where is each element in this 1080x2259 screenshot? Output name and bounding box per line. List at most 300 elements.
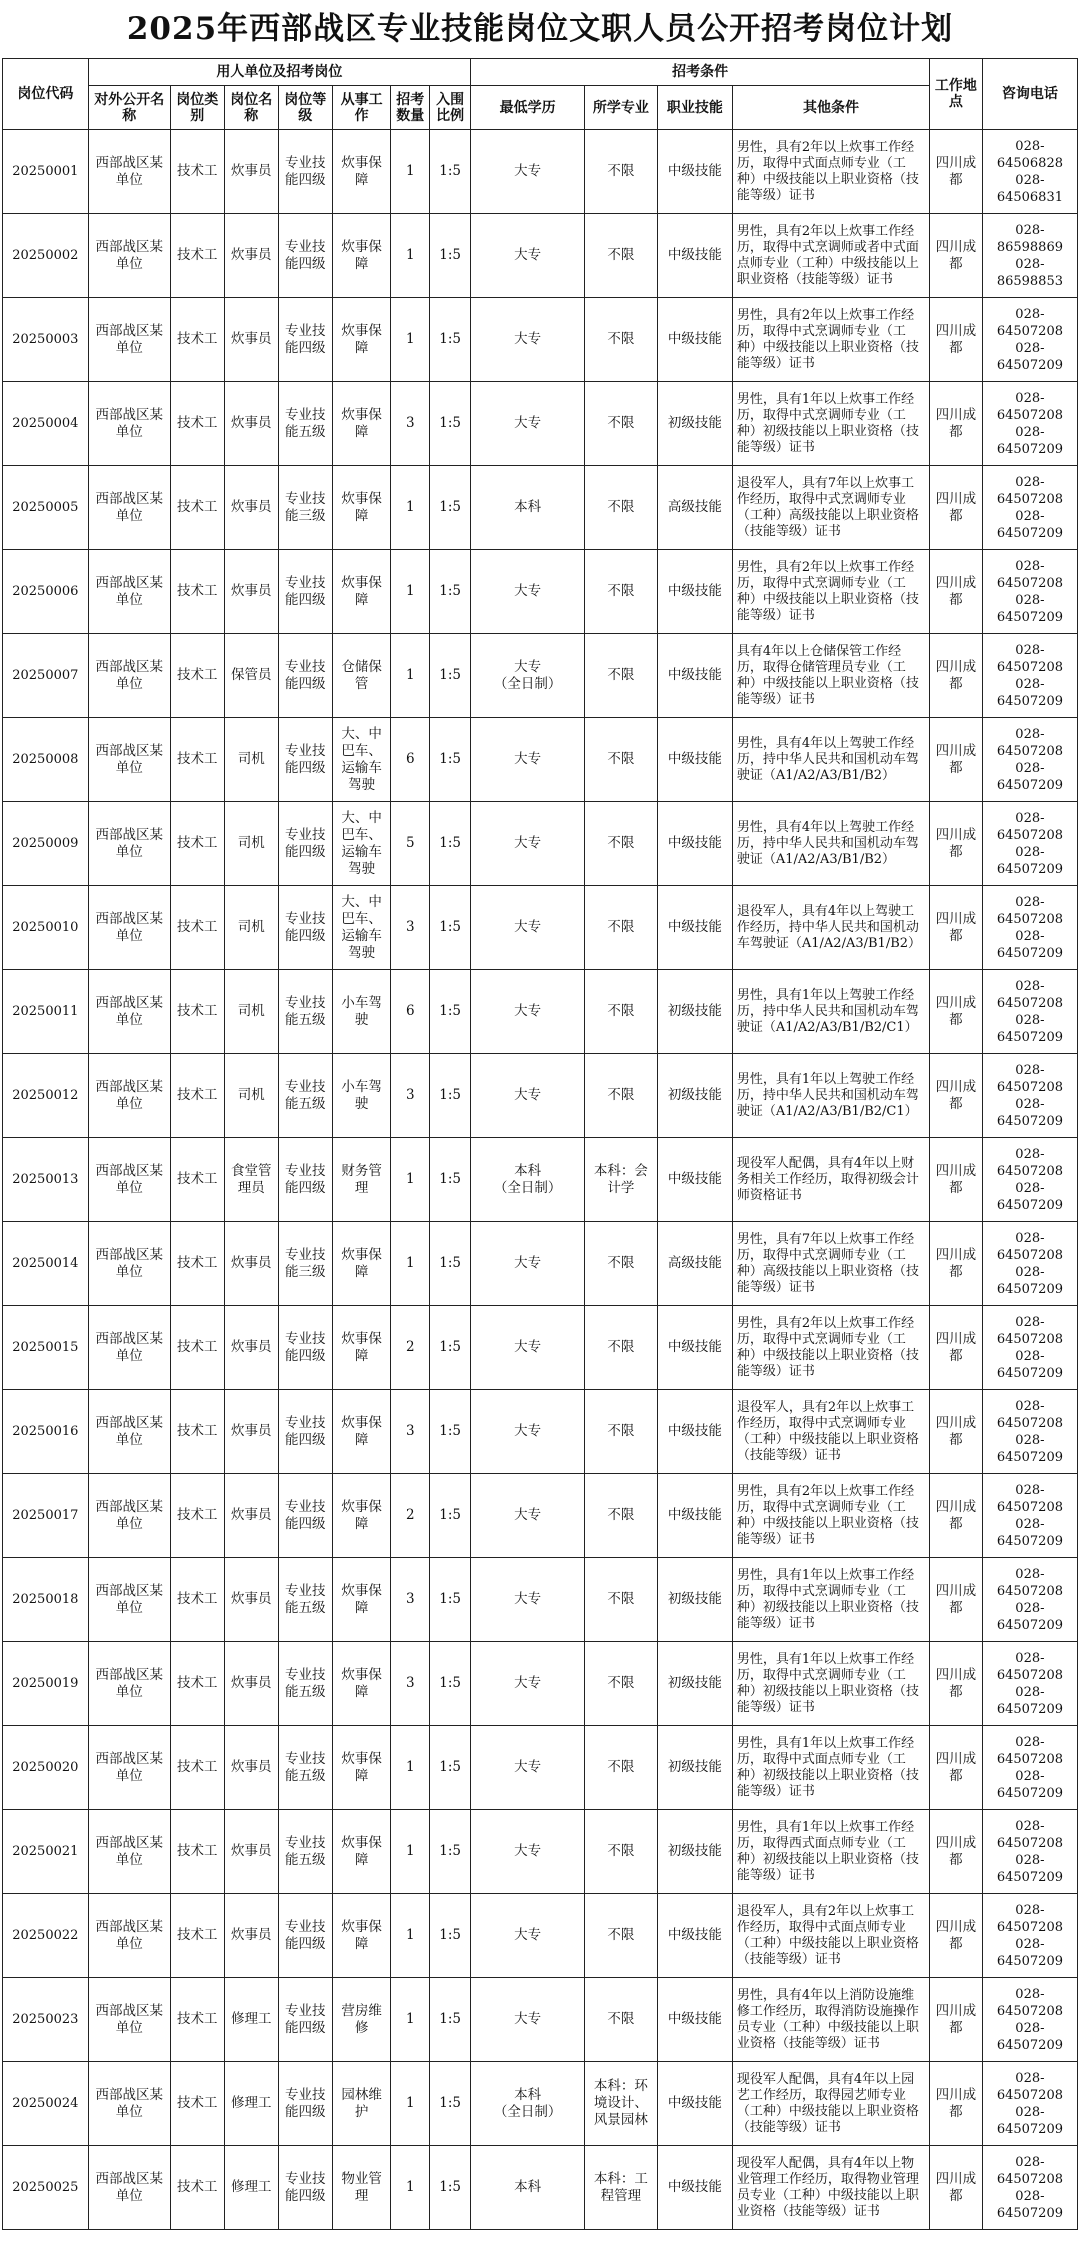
cell-code: 20250013 (3, 1138, 89, 1222)
cell-category: 技术工 (170, 2062, 224, 2146)
cell-category: 技术工 (170, 634, 224, 718)
cell-level: 专业技能四级 (278, 1138, 332, 1222)
cell-name: 炊事员 (224, 1726, 278, 1810)
cell-education: 大专 (471, 1894, 585, 1978)
table-row (3, 634, 1078, 718)
cell-count: 6 (391, 718, 430, 802)
table-row (3, 1138, 1078, 1222)
cell-education: 大专 (471, 1474, 585, 1558)
cell-count: 1 (391, 1138, 430, 1222)
cell-name: 修理工 (224, 2062, 278, 2146)
cell-name: 食堂管理员 (224, 1138, 278, 1222)
cell-skill: 中级技能 (657, 718, 732, 802)
cell-phone: 028-64507208 028-64507209 (982, 1642, 1077, 1726)
cell-count: 1 (391, 298, 430, 382)
cell-major: 不限 (585, 382, 658, 466)
cell-phone: 028-86598869 028-86598853 (982, 214, 1077, 298)
page-title: 2025年西部战区专业技能岗位文职人员公开招考岗位计划 (126, 11, 954, 47)
cell-phone: 028-64507208 028-64507209 (982, 2062, 1077, 2146)
table-row (3, 1390, 1078, 1474)
cell-name: 司机 (224, 1054, 278, 1138)
cell-skill: 初级技能 (657, 1054, 732, 1138)
cell-skill: 中级技能 (657, 1138, 732, 1222)
cell-name: 司机 (224, 802, 278, 886)
cell-other: 男性，具有2年以上炊事工作经历，取得中式烹调师专业（工种）中级技能以上职业资格（技能等级）证书 (732, 550, 929, 634)
cell-other: 退役军人，具有2年以上炊事工作经历，取得中式烹调师专业（工种）中级技能以上职业资格（技能等级）证书 (732, 1390, 929, 1474)
cell-code: 20250022 (3, 1894, 89, 1978)
cell-code: 20250009 (3, 802, 89, 886)
cell-count: 1 (391, 634, 430, 718)
cell-work: 炊事保障 (332, 550, 391, 634)
cell-phone: 028-64507208 028-64507209 (982, 1474, 1077, 1558)
cell-level: 专业技能四级 (278, 1390, 332, 1474)
cell-unit: 西部战区某单位 (88, 1138, 170, 1222)
cell-work: 炊事保障 (332, 1390, 391, 1474)
table-row (3, 2146, 1078, 2230)
cell-category: 技术工 (170, 382, 224, 466)
cell-education: 大专 (471, 130, 585, 214)
cell-location: 四川成都 (930, 1474, 983, 1558)
cell-code: 20250020 (3, 1726, 89, 1810)
cell-education: 大专 (471, 1306, 585, 1390)
cell-level: 专业技能五级 (278, 1642, 332, 1726)
cell-education: 大专 (471, 802, 585, 886)
cell-location: 四川成都 (930, 970, 983, 1054)
cell-major: 不限 (585, 634, 658, 718)
cell-phone: 028-64507208 028-64507209 (982, 886, 1077, 970)
cell-unit: 西部战区某单位 (88, 214, 170, 298)
cell-phone: 028-64507208 028-64507209 (982, 1306, 1077, 1390)
cell-major: 本科：工程管理 (585, 2146, 658, 2230)
cell-code: 20250021 (3, 1810, 89, 1894)
cell-name: 炊事员 (224, 382, 278, 466)
cell-name: 炊事员 (224, 1558, 278, 1642)
cell-level: 专业技能三级 (278, 1222, 332, 1306)
cell-code: 20250018 (3, 1558, 89, 1642)
cell-skill: 初级技能 (657, 1642, 732, 1726)
cell-major: 不限 (585, 1978, 658, 2062)
cell-code: 20250012 (3, 1054, 89, 1138)
cell-unit: 西部战区某单位 (88, 802, 170, 886)
recruitment-table (2, 58, 1078, 2230)
cell-major: 不限 (585, 1054, 658, 1138)
cell-education: 本科 （全日制） (471, 2062, 585, 2146)
table-row (3, 1810, 1078, 1894)
cell-location: 四川成都 (930, 1642, 983, 1726)
table-body (3, 130, 1078, 2230)
cell-phone: 028-64507208 028-64507209 (982, 634, 1077, 718)
cell-count: 3 (391, 886, 430, 970)
cell-major: 不限 (585, 802, 658, 886)
cell-code: 20250006 (3, 550, 89, 634)
table-row (3, 298, 1078, 382)
cell-education: 大专 (471, 1390, 585, 1474)
cell-phone: 028-64507208 028-64507209 (982, 1726, 1077, 1810)
cell-count: 6 (391, 970, 430, 1054)
cell-education: 大专 (471, 550, 585, 634)
cell-education: 大专 (471, 718, 585, 802)
cell-count: 1 (391, 2146, 430, 2230)
cell-major: 不限 (585, 1726, 658, 1810)
cell-name: 炊事员 (224, 1474, 278, 1558)
cell-major: 不限 (585, 1894, 658, 1978)
cell-major: 不限 (585, 1306, 658, 1390)
table-row (3, 2062, 1078, 2146)
header-major: 所学专业 (585, 86, 658, 130)
table-row (3, 466, 1078, 550)
cell-name: 炊事员 (224, 1894, 278, 1978)
cell-major: 不限 (585, 1390, 658, 1474)
cell-code: 20250008 (3, 718, 89, 802)
cell-education: 大专 (471, 970, 585, 1054)
cell-location: 四川成都 (930, 2146, 983, 2230)
cell-ratio: 1:5 (430, 718, 471, 802)
cell-level: 专业技能五级 (278, 382, 332, 466)
cell-unit: 西部战区某单位 (88, 130, 170, 214)
cell-other: 现役军人配偶，具有4年以上物业管理工作经历，取得物业管理员专业（工种）中级技能以上职业资格（技能等级）证书 (732, 2146, 929, 2230)
cell-code: 20250023 (3, 1978, 89, 2062)
header-education: 最低学历 (471, 86, 585, 130)
cell-major: 不限 (585, 130, 658, 214)
cell-ratio: 1:5 (430, 1726, 471, 1810)
cell-ratio: 1:5 (430, 1978, 471, 2062)
cell-work: 大、中巴车、运输车驾驶 (332, 718, 391, 802)
cell-ratio: 1:5 (430, 2062, 471, 2146)
cell-ratio: 1:5 (430, 802, 471, 886)
cell-other: 男性，具有1年以上炊事工作经历，取得中式烹调师专业（工种）初级技能以上职业资格（技能等级）证书 (732, 382, 929, 466)
cell-location: 四川成都 (930, 802, 983, 886)
cell-level: 专业技能五级 (278, 1726, 332, 1810)
cell-name: 修理工 (224, 2146, 278, 2230)
cell-other: 男性，具有1年以上炊事工作经历，取得中式面点师专业（工种）初级技能以上职业资格（技能等级）证书 (732, 1726, 929, 1810)
cell-ratio: 1:5 (430, 466, 471, 550)
cell-other: 退役军人，具有7年以上炊事工作经历，取得中式烹调师专业（工种）高级技能以上职业资格（技能等级）证书 (732, 466, 929, 550)
cell-name: 炊事员 (224, 1222, 278, 1306)
cell-phone: 028-64507208 028-64507209 (982, 1222, 1077, 1306)
cell-unit: 西部战区某单位 (88, 382, 170, 466)
cell-level: 专业技能四级 (278, 550, 332, 634)
cell-category: 技术工 (170, 1894, 224, 1978)
cell-category: 技术工 (170, 1390, 224, 1474)
cell-other: 退役军人，具有2年以上炊事工作经历，取得中式面点师专业（工种）中级技能以上职业资格（技能等级）证书 (732, 1894, 929, 1978)
cell-ratio: 1:5 (430, 550, 471, 634)
cell-unit: 西部战区某单位 (88, 1222, 170, 1306)
cell-work: 物业管理 (332, 2146, 391, 2230)
cell-major: 不限 (585, 1558, 658, 1642)
cell-category: 技术工 (170, 718, 224, 802)
header-unit: 对外公开名 称 (88, 86, 170, 130)
cell-skill: 初级技能 (657, 1558, 732, 1642)
cell-major: 不限 (585, 1642, 658, 1726)
cell-unit: 西部战区某单位 (88, 1726, 170, 1810)
cell-work: 炊事保障 (332, 1810, 391, 1894)
cell-skill: 初级技能 (657, 1810, 732, 1894)
cell-education: 大专 (471, 214, 585, 298)
header-work: 从事工作 (332, 86, 391, 130)
cell-level: 专业技能四级 (278, 1978, 332, 2062)
cell-count: 1 (391, 550, 430, 634)
cell-count: 1 (391, 1726, 430, 1810)
cell-ratio: 1:5 (430, 1810, 471, 1894)
cell-phone: 028-64507208 028-64507209 (982, 1978, 1077, 2062)
cell-phone: 028-64507208 028-64507209 (982, 1390, 1077, 1474)
cell-major: 不限 (585, 466, 658, 550)
cell-skill: 中级技能 (657, 1390, 732, 1474)
cell-location: 四川成都 (930, 1054, 983, 1138)
cell-level: 专业技能四级 (278, 2062, 332, 2146)
cell-phone: 028-64507208 028-64507209 (982, 298, 1077, 382)
cell-phone: 028-64507208 028-64507209 (982, 1138, 1077, 1222)
cell-skill: 中级技能 (657, 1894, 732, 1978)
cell-education: 大专 (471, 1726, 585, 1810)
cell-skill: 中级技能 (657, 130, 732, 214)
cell-other: 男性，具有1年以上驾驶工作经历，持中华人民共和国机动车驾驶证（A1/A2/A3/B1/B2/C1） (732, 970, 929, 1054)
cell-skill: 中级技能 (657, 214, 732, 298)
cell-location: 四川成都 (930, 886, 983, 970)
cell-unit: 西部战区某单位 (88, 298, 170, 382)
cell-education: 本科 (471, 2146, 585, 2230)
cell-location: 四川成都 (930, 1726, 983, 1810)
cell-category: 技术工 (170, 466, 224, 550)
cell-count: 1 (391, 1222, 430, 1306)
cell-other: 现役军人配偶，具有4年以上财务相关工作经历，取得初级会计师资格证书 (732, 1138, 929, 1222)
table-row (3, 802, 1078, 886)
cell-code: 20250014 (3, 1222, 89, 1306)
cell-phone: 028-64507208 028-64507209 (982, 550, 1077, 634)
cell-count: 3 (391, 1642, 430, 1726)
table-row (3, 382, 1078, 466)
cell-unit: 西部战区某单位 (88, 1474, 170, 1558)
cell-location: 四川成都 (930, 1390, 983, 1474)
cell-category: 技术工 (170, 1222, 224, 1306)
cell-unit: 西部战区某单位 (88, 970, 170, 1054)
cell-code: 20250004 (3, 382, 89, 466)
cell-location: 四川成都 (930, 466, 983, 550)
header-cond-group: 招考条件 (471, 59, 930, 86)
cell-phone: 028-64507208 028-64507209 (982, 802, 1077, 886)
cell-other: 男性，具有1年以上驾驶工作经历，持中华人民共和国机动车驾驶证（A1/A2/A3/B1/B2/C1） (732, 1054, 929, 1138)
cell-level: 专业技能四级 (278, 130, 332, 214)
cell-work: 炊事保障 (332, 1222, 391, 1306)
cell-ratio: 1:5 (430, 1894, 471, 1978)
cell-work: 炊事保障 (332, 1894, 391, 1978)
cell-other: 男性，具有1年以上炊事工作经历，取得中式烹调师专业（工种）初级技能以上职业资格（技能等级）证书 (732, 1642, 929, 1726)
cell-code: 20250010 (3, 886, 89, 970)
cell-other: 退役军人，具有4年以上驾驶工作经历，持中华人民共和国机动车驾驶证（A1/A2/A3/B1/B2） (732, 886, 929, 970)
cell-work: 大、中巴车、运输车驾驶 (332, 886, 391, 970)
cell-other: 男性，具有4年以上驾驶工作经历，持中华人民共和国机动车驾驶证（A1/A2/A3/B1/B2） (732, 718, 929, 802)
cell-ratio: 1:5 (430, 1138, 471, 1222)
cell-education: 大专 (471, 886, 585, 970)
table-row (3, 1222, 1078, 1306)
cell-count: 1 (391, 2062, 430, 2146)
cell-category: 技术工 (170, 1978, 224, 2062)
cell-work: 园林维护 (332, 2062, 391, 2146)
cell-ratio: 1:5 (430, 1390, 471, 1474)
cell-work: 炊事保障 (332, 298, 391, 382)
cell-count: 1 (391, 1978, 430, 2062)
cell-education: 大专 (471, 1558, 585, 1642)
cell-code: 20250007 (3, 634, 89, 718)
cell-unit: 西部战区某单位 (88, 1978, 170, 2062)
table-row (3, 1726, 1078, 1810)
cell-ratio: 1:5 (430, 1642, 471, 1726)
cell-category: 技术工 (170, 1558, 224, 1642)
cell-level: 专业技能四级 (278, 718, 332, 802)
cell-other: 男性，具有4年以上消防设施维修工作经历，取得消防设施操作员专业（工种）中级技能以上职业资格（技能等级）证书 (732, 1978, 929, 2062)
table-row (3, 550, 1078, 634)
cell-major: 不限 (585, 214, 658, 298)
cell-name: 炊事员 (224, 130, 278, 214)
cell-major: 不限 (585, 1474, 658, 1558)
cell-category: 技术工 (170, 1306, 224, 1390)
cell-count: 3 (391, 382, 430, 466)
cell-unit: 西部战区某单位 (88, 2146, 170, 2230)
cell-skill: 高级技能 (657, 466, 732, 550)
header-unit-group: 用人单位及招考岗位 (88, 59, 471, 86)
cell-skill: 中级技能 (657, 298, 732, 382)
cell-unit: 西部战区某单位 (88, 550, 170, 634)
cell-major: 不限 (585, 298, 658, 382)
cell-location: 四川成都 (930, 550, 983, 634)
header-count: 招考数量 (391, 86, 430, 130)
table-row (3, 130, 1078, 214)
cell-phone: 028-64507208 028-64507209 (982, 970, 1077, 1054)
cell-name: 炊事员 (224, 298, 278, 382)
cell-category: 技术工 (170, 802, 224, 886)
cell-phone: 028-64506828 028-64506831 (982, 130, 1077, 214)
cell-count: 1 (391, 1894, 430, 1978)
header-name: 岗位名称 (224, 86, 278, 130)
cell-education: 大专 (471, 1054, 585, 1138)
cell-category: 技术工 (170, 970, 224, 1054)
cell-count: 1 (391, 1810, 430, 1894)
cell-work: 小车驾驶 (332, 970, 391, 1054)
cell-work: 小车驾驶 (332, 1054, 391, 1138)
cell-phone: 028-64507208 028-64507209 (982, 466, 1077, 550)
cell-level: 专业技能四级 (278, 1306, 332, 1390)
cell-other: 现役军人配偶，具有4年以上园艺工作经历，取得园艺师专业（工种）中级技能以上职业资格（技能等级）证书 (732, 2062, 929, 2146)
header-phone: 咨询电话 (982, 59, 1077, 130)
cell-location: 四川成都 (930, 1894, 983, 1978)
cell-phone: 028-64507208 028-64507209 (982, 1558, 1077, 1642)
cell-work: 炊事保障 (332, 214, 391, 298)
cell-other: 具有4年以上仓储保管工作经历，取得仓储管理员专业（工种）中级技能以上职业资格（技能等级）证书 (732, 634, 929, 718)
cell-unit: 西部战区某单位 (88, 2062, 170, 2146)
cell-major: 本科：环境设计、风景园林 (585, 2062, 658, 2146)
table-row (3, 1306, 1078, 1390)
cell-ratio: 1:5 (430, 1306, 471, 1390)
cell-count: 2 (391, 1474, 430, 1558)
cell-other: 男性，具有2年以上炊事工作经历，取得中式面点师专业（工种）中级技能以上职业资格（技能等级）证书 (732, 130, 929, 214)
cell-unit: 西部战区某单位 (88, 634, 170, 718)
cell-other: 男性，具有2年以上炊事工作经历，取得中式烹调师专业（工种）中级技能以上职业资格（技能等级）证书 (732, 1474, 929, 1558)
cell-category: 技术工 (170, 1054, 224, 1138)
cell-level: 专业技能四级 (278, 1894, 332, 1978)
cell-location: 四川成都 (930, 298, 983, 382)
cell-count: 3 (391, 1390, 430, 1474)
cell-level: 专业技能五级 (278, 1558, 332, 1642)
cell-unit: 西部战区某单位 (88, 886, 170, 970)
cell-major: 不限 (585, 550, 658, 634)
cell-ratio: 1:5 (430, 298, 471, 382)
cell-other: 男性，具有1年以上炊事工作经历，取得中式烹调师专业（工种）初级技能以上职业资格（技能等级）证书 (732, 1558, 929, 1642)
cell-level: 专业技能四级 (278, 214, 332, 298)
cell-ratio: 1:5 (430, 1558, 471, 1642)
table-row (3, 1978, 1078, 2062)
cell-ratio: 1:5 (430, 214, 471, 298)
cell-category: 技术工 (170, 1138, 224, 1222)
cell-other: 男性，具有2年以上炊事工作经历，取得中式烹调师或者中式面点师专业（工种）中级技能以上职业资格（技能等级）证书 (732, 214, 929, 298)
cell-category: 技术工 (170, 2146, 224, 2230)
cell-level: 专业技能五级 (278, 1810, 332, 1894)
cell-location: 四川成都 (930, 214, 983, 298)
cell-level: 专业技能三级 (278, 466, 332, 550)
cell-other: 男性，具有4年以上驾驶工作经历，持中华人民共和国机动车驾驶证（A1/A2/A3/B1/B2） (732, 802, 929, 886)
cell-count: 1 (391, 130, 430, 214)
cell-code: 20250005 (3, 466, 89, 550)
cell-level: 专业技能四级 (278, 634, 332, 718)
cell-name: 炊事员 (224, 1642, 278, 1726)
cell-other: 男性，具有1年以上炊事工作经历，取得西式面点师专业（工种）初级技能以上职业资格（技能等级）证书 (732, 1810, 929, 1894)
cell-unit: 西部战区某单位 (88, 1810, 170, 1894)
cell-name: 炊事员 (224, 466, 278, 550)
cell-name: 司机 (224, 970, 278, 1054)
table-row (3, 214, 1078, 298)
cell-ratio: 1:5 (430, 130, 471, 214)
cell-code: 20250015 (3, 1306, 89, 1390)
cell-category: 技术工 (170, 214, 224, 298)
cell-major: 不限 (585, 886, 658, 970)
cell-other: 男性，具有7年以上炊事工作经历，取得中式烹调师专业（工种）高级技能以上职业资格（技能等级）证书 (732, 1222, 929, 1306)
cell-ratio: 1:5 (430, 1474, 471, 1558)
cell-name: 保管员 (224, 634, 278, 718)
cell-unit: 西部战区某单位 (88, 466, 170, 550)
cell-work: 炊事保障 (332, 1306, 391, 1390)
cell-location: 四川成都 (930, 1558, 983, 1642)
cell-education: 大专 （全日制） (471, 634, 585, 718)
cell-category: 技术工 (170, 1726, 224, 1810)
cell-skill: 中级技能 (657, 634, 732, 718)
cell-name: 炊事员 (224, 1306, 278, 1390)
cell-ratio: 1:5 (430, 634, 471, 718)
cell-skill: 中级技能 (657, 802, 732, 886)
cell-skill: 中级技能 (657, 2146, 732, 2230)
cell-name: 炊事员 (224, 1390, 278, 1474)
header-ratio: 入围比例 (430, 86, 471, 130)
table-row (3, 1894, 1078, 1978)
cell-work: 财务管理 (332, 1138, 391, 1222)
cell-unit: 西部战区某单位 (88, 1054, 170, 1138)
cell-code: 20250002 (3, 214, 89, 298)
cell-ratio: 1:5 (430, 886, 471, 970)
cell-skill: 初级技能 (657, 970, 732, 1054)
cell-location: 四川成都 (930, 1306, 983, 1390)
table-row (3, 886, 1078, 970)
cell-skill: 中级技能 (657, 1978, 732, 2062)
cell-level: 专业技能四级 (278, 1474, 332, 1558)
cell-code: 20250003 (3, 298, 89, 382)
cell-work: 炊事保障 (332, 1558, 391, 1642)
cell-skill: 中级技能 (657, 550, 732, 634)
header-code: 岗位代码 (3, 59, 89, 130)
cell-location: 四川成都 (930, 2062, 983, 2146)
table-row (3, 1054, 1078, 1138)
cell-phone: 028-64507208 028-64507209 (982, 1810, 1077, 1894)
cell-name: 修理工 (224, 1978, 278, 2062)
cell-education: 大专 (471, 1222, 585, 1306)
cell-category: 技术工 (170, 550, 224, 634)
